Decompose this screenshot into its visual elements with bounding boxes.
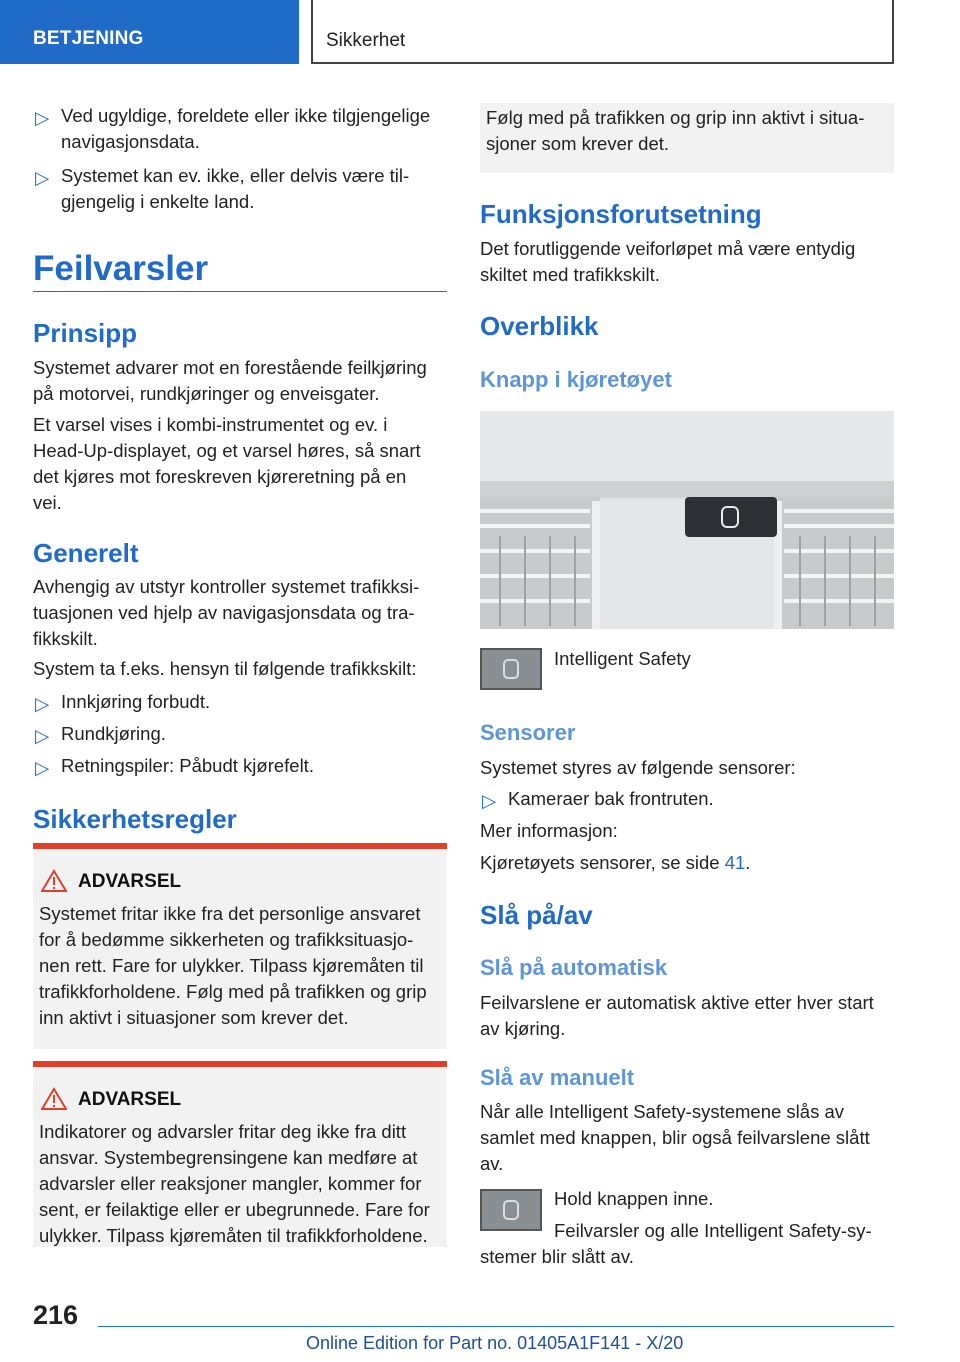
section-tab bbox=[0, 0, 299, 64]
warning-text: Systemet fritar ikke fra det personlige ansvaret for å bedømme sikkerheten og trafikksituasjo- nen rett. Fare for ulykker. Tilpass kjøremåten til trafikkforholdene. Følg med på trafikken og grip inn aktivt i situasjoner som krever det. bbox=[39, 903, 427, 1028]
warning-box bbox=[33, 1061, 447, 1247]
page-title: Feilvarsler bbox=[33, 249, 209, 288]
cross-reference: Kjøretøyets sensorer, se side 41. bbox=[480, 852, 751, 873]
paragraph: Avhengig av utstyr kontroller systemet trafikksi- tuasjonen ved hjelp av navigasjonsdata og tra- fikkskilt. bbox=[33, 576, 420, 649]
paragraph: Systemet styres av følgende sensorer: bbox=[480, 757, 796, 778]
paragraph: Det forutliggende veiforløpet må være entydig skiltet med trafikkskilt. bbox=[480, 238, 856, 285]
dashboard-vents-illustration bbox=[480, 411, 894, 629]
heading-funksjonsforutsetning: Funksjonsforutsetning bbox=[480, 199, 762, 229]
bullet-icon: ▷ bbox=[35, 757, 50, 778]
page-link[interactable]: 41 bbox=[724, 852, 746, 873]
intelligent-safety-button-image bbox=[480, 648, 542, 690]
heading-prinsipp: Prinsipp bbox=[33, 318, 138, 348]
instruction-result: Feilvarsler og alle Intelligent Safety-sy- bbox=[554, 1220, 872, 1241]
paragraph: System ta f.eks. hensyn til følgende trafikkskilt: bbox=[33, 658, 417, 679]
heading-overblikk: Overblikk bbox=[480, 311, 599, 341]
warning-triangle-icon bbox=[41, 869, 67, 893]
warning-text: Indikatorer og advarsler fritar deg ikke fra ditt ansvar. Systembegrensingene kan medføre at advarsler eller reaksjoner mangler, kommer for sent, er feilaktige eller er ubegrunnede. Fare for ulykker. Tilpass kjøremåten til trafikkforholdene. bbox=[39, 1121, 430, 1246]
paragraph: Når alle Intelligent Safety-systemene slås av samlet med knappen, blir også feilvarslene slått av. bbox=[480, 1101, 870, 1174]
dashboard-photo bbox=[480, 411, 894, 629]
bullet-icon: ▷ bbox=[482, 790, 497, 811]
heading-sensorer: Sensorer bbox=[480, 720, 576, 745]
bullet-icon: ▷ bbox=[35, 693, 50, 714]
paragraph: Et varsel vises i kombi-instrumentet og ev. i Head-Up-displayet, og et varsel høres, så snart det kjøres mot foreskreven kjøreretning på en vei. bbox=[33, 414, 421, 513]
intelligent-safety-icon bbox=[503, 659, 519, 679]
chapter-tab bbox=[311, 0, 894, 64]
chapter-label: Sikkerhet bbox=[326, 30, 406, 51]
footer-edition: Online Edition for Part no. 01405A1F141 - X/20 bbox=[306, 1333, 684, 1353]
heading-generelt: Generelt bbox=[33, 538, 139, 568]
heading-slaa-paa-av: Slå på/av bbox=[480, 900, 593, 930]
intelligent-safety-button-image bbox=[480, 1189, 542, 1231]
warning-title: ADVARSEL bbox=[78, 871, 182, 892]
title-rule bbox=[33, 291, 447, 292]
bullet-text: Systemet kan ev. ikke, eller delvis være til- gjengelig i enkelte land. bbox=[61, 165, 410, 212]
bullet-text: Innkjøring forbudt. bbox=[61, 691, 211, 712]
note-box bbox=[480, 103, 894, 173]
instruction-step: Hold knappen inne. bbox=[554, 1188, 714, 1209]
instruction-result: stemer blir slått av. bbox=[480, 1246, 634, 1267]
bullet-text: Rundkjøring. bbox=[61, 723, 166, 744]
heading-slaa-paa-automatisk: Slå på automatisk bbox=[480, 955, 668, 980]
note-text: Følg med på trafikken og grip inn aktivt i situa- sjoner som krever det. bbox=[486, 107, 865, 154]
bullet-icon: ▷ bbox=[35, 107, 50, 128]
bullet-text: Kameraer bak frontruten. bbox=[508, 788, 714, 809]
paragraph: Mer informasjon: bbox=[480, 820, 618, 841]
button-caption: Intelligent Safety bbox=[554, 648, 691, 669]
heading-sikkerhetsregler: Sikkerhetsregler bbox=[33, 804, 237, 834]
heading-slaa-av-manuelt: Slå av manuelt bbox=[480, 1065, 635, 1090]
heading-knapp: Knapp i kjøretøyet bbox=[480, 367, 672, 392]
paragraph: Feilvarslene er automatisk aktive etter hver start av kjøring. bbox=[480, 992, 874, 1039]
bullet-icon: ▷ bbox=[35, 725, 50, 746]
warning-title: ADVARSEL bbox=[78, 1089, 182, 1110]
intelligent-safety-icon bbox=[503, 1200, 519, 1220]
bullet-text: Ved ugyldige, foreldete eller ikke tilgjengelige navigasjonsdata. bbox=[61, 105, 431, 152]
page-number: 216 bbox=[33, 1300, 79, 1330]
warning-box bbox=[33, 843, 447, 1049]
bullet-icon: ▷ bbox=[35, 167, 50, 188]
paragraph: Systemet advarer mot en forestående feilkjøring på motorvei, rundkjøringer og enveisgater. bbox=[33, 357, 427, 404]
section-label: BETJENING bbox=[33, 28, 144, 49]
warning-triangle-icon bbox=[41, 1087, 67, 1111]
footer-rule bbox=[98, 1326, 894, 1327]
bullet-text: Retningspiler: Påbudt kjørefelt. bbox=[61, 755, 314, 776]
